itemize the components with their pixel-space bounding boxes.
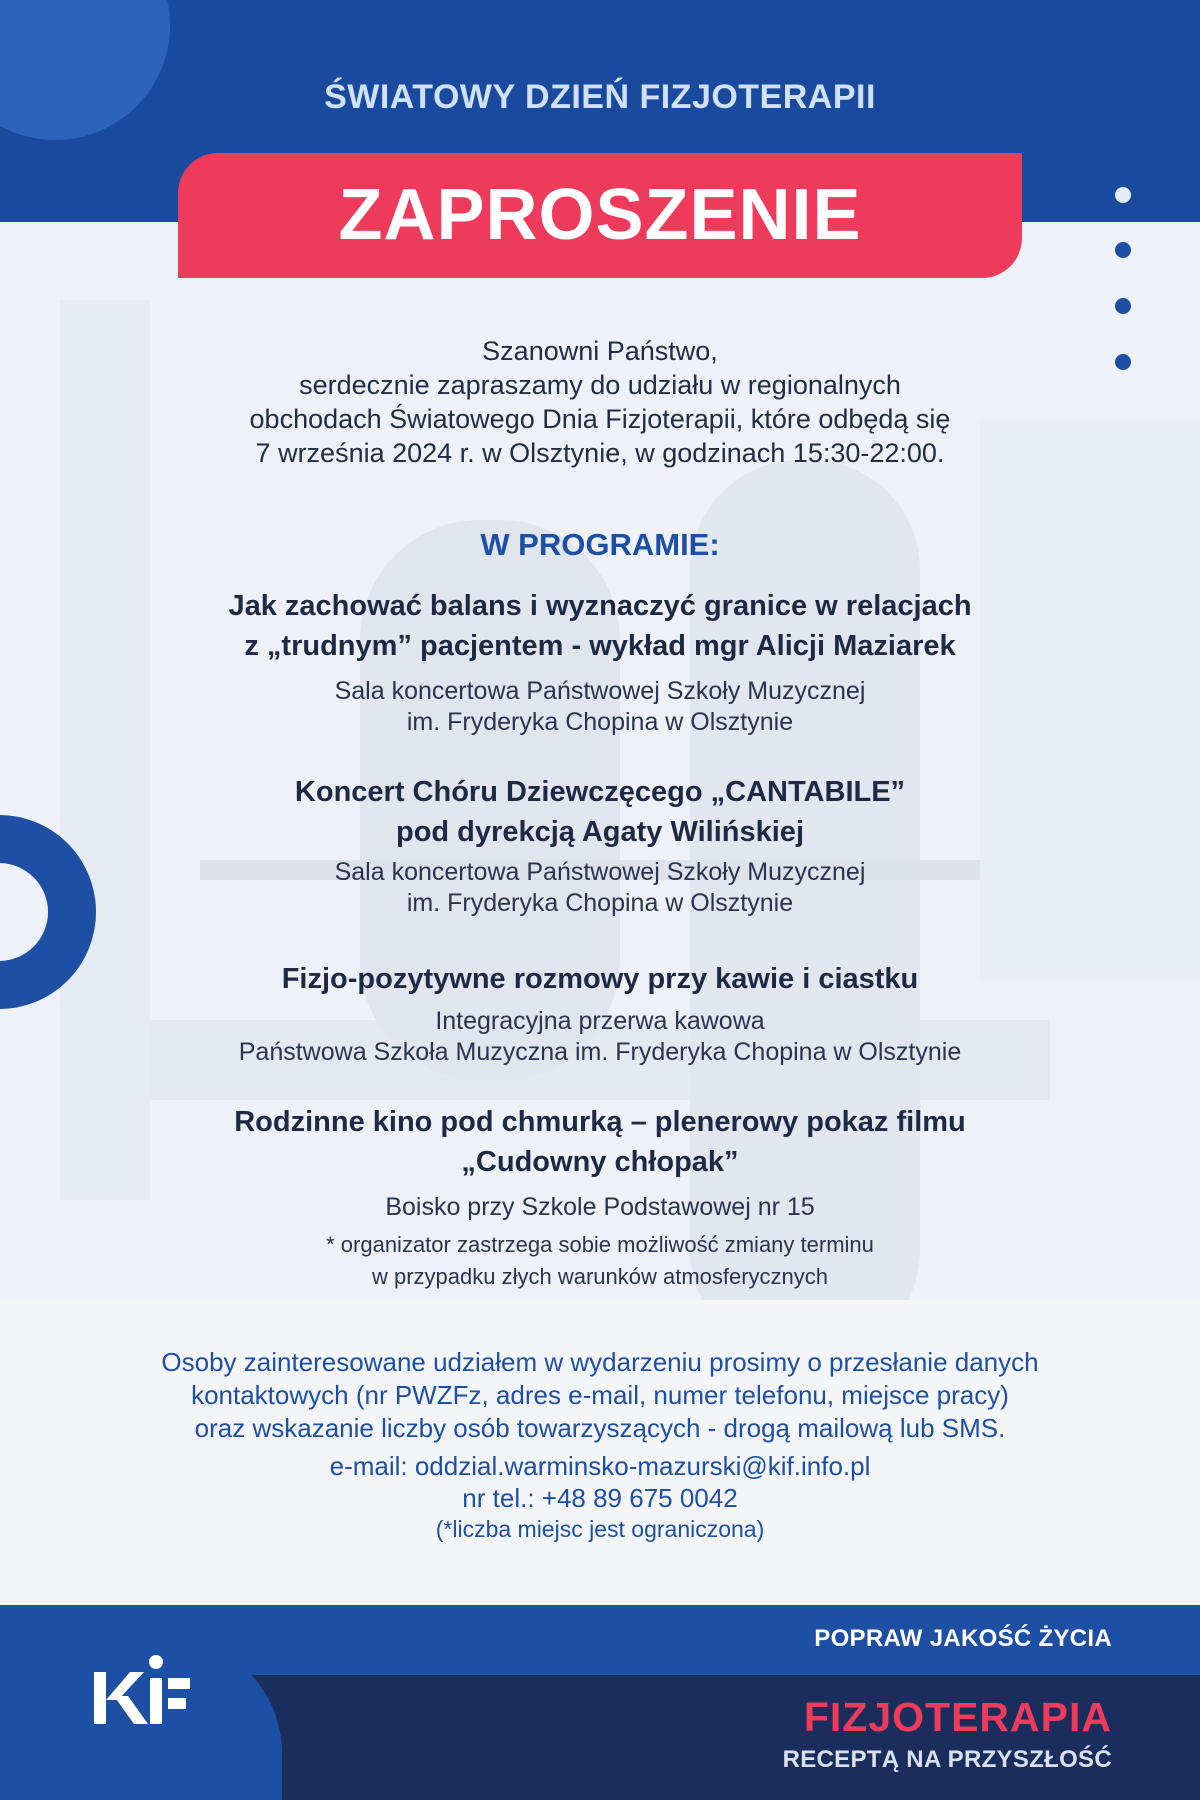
event-title xyxy=(0,586,1200,666)
program-heading: W PROGRAMIE: xyxy=(480,527,720,562)
intro-line: 7 września 2024 r. w Olsztynie, w godzinach 15:30-22:00. xyxy=(255,438,945,468)
event-title-line: Jak zachować balans i wyznaczyć granice w relacjach xyxy=(228,590,972,622)
event-title xyxy=(0,772,1200,852)
event-location xyxy=(0,857,1200,919)
event-title xyxy=(0,959,1200,999)
intro-line: serdecznie zapraszamy do udziału w regionalnych xyxy=(299,370,901,400)
contact-line: Osoby zainteresowane udziałem w wydarzeniu prosimy o przesłanie danych xyxy=(161,1347,1039,1377)
event-location xyxy=(0,1192,1200,1223)
event-note xyxy=(0,1229,1200,1293)
footer-tagline: RECEPTĄ NA PRZYSZŁOŚĆ xyxy=(782,1746,1112,1773)
event-title-line: Rodzinne kino pod chmurką – plenerowy pokaz filmu xyxy=(234,1106,966,1138)
event-location-line: Integracyjna przerwa kawowa xyxy=(435,1007,765,1035)
decor-dot xyxy=(1115,187,1131,203)
decor-dot xyxy=(1115,242,1131,258)
event-note-line: w przypadku złych warunków atmosferycznych xyxy=(371,1264,829,1289)
event-title xyxy=(0,1102,1200,1182)
event-name: ŚWIATOWY DZIEŃ FIZJOTERAPII xyxy=(324,78,876,116)
event-location-line: Sala koncertowa Państwowej Szkoły Muzycznej xyxy=(334,858,866,886)
event-location-line: Sala koncertowa Państwowej Szkoły Muzycznej xyxy=(334,677,866,705)
seat-limit-note: (*liczba miejsc jest ograniczona) xyxy=(435,1516,765,1542)
event-location xyxy=(0,676,1200,738)
decor-dot xyxy=(1115,298,1131,314)
event-location-line: Boisko przy Szkole Podstawowej nr 15 xyxy=(385,1193,815,1221)
event-title-line: Koncert Chóru Dziewczęcego „CANTABILE” xyxy=(294,776,906,808)
event-location xyxy=(0,1006,1200,1068)
event-location-line: im. Fryderyka Chopina w Olsztynie xyxy=(406,708,794,736)
contact-line: kontaktowych (nr PWZFz, adres e-mail, numer telefonu, miejsce pracy) xyxy=(191,1380,1009,1410)
invitation-banner xyxy=(178,153,1022,278)
event-note-line: * organizator zastrzega sobie możliwość zmiany terminu xyxy=(326,1232,874,1257)
event-location-line: Państwowa Szkoła Muzyczna im. Fryderyka Chopina w Olsztynie xyxy=(238,1038,962,1066)
footer-brand: FIZJOTERAPIA xyxy=(803,1694,1112,1740)
contact-email[interactable]: e-mail: oddzial.warminsko-mazurski@kif.info.pl xyxy=(329,1451,871,1481)
intro-text xyxy=(0,334,1200,470)
event-location-line: im. Fryderyka Chopina w Olsztynie xyxy=(406,889,794,917)
kif-logo xyxy=(92,1650,202,1740)
footer-slogan: POPRAW JAKOŚĆ ŻYCIA xyxy=(814,1625,1112,1652)
contact-phone[interactable]: nr tel.: +48 89 675 0042 xyxy=(462,1483,738,1513)
greeting: Szanowni Państwo, xyxy=(482,336,718,366)
intro-line: obchodach Światowego Dnia Fizjoterapii, które odbędą się xyxy=(249,404,951,434)
event-title-line: Fizjo-pozytywne rozmowy przy kawie i ciastku xyxy=(281,963,919,995)
contact-line: oraz wskazanie liczby osób towarzyszących - drogą mailową lub SMS. xyxy=(194,1413,1006,1443)
banner-title: ZAPROSZENIE xyxy=(338,175,862,255)
event-title-line: „Cudowny chłopak” xyxy=(461,1146,739,1178)
contact-info xyxy=(0,1346,1200,1445)
event-title-line: pod dyrekcją Agaty Wilińskiej xyxy=(395,816,804,848)
event-title-line: z „trudnym” pacjentem - wykład mgr Alicji Maziarek xyxy=(244,630,956,662)
